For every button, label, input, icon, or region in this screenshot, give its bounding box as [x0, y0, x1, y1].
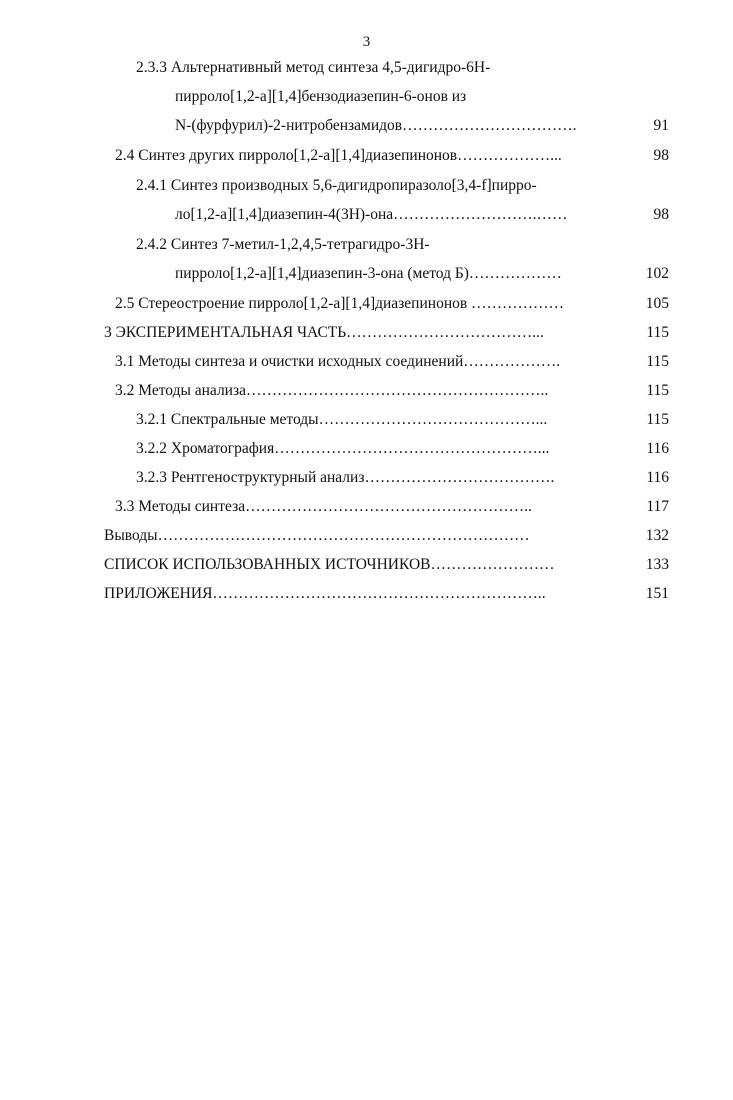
toc-entry-3-2	[115, 381, 669, 401]
toc-page-number: 116	[646, 469, 669, 486]
toc-entry-2-3-3-line-1: 2.3.3 Альтернативный метод синтеза 4,5-дигидро-6Н-	[136, 59, 491, 76]
toc-page-number: 151	[645, 585, 669, 602]
toc-entry-text: пирроло[1,2-а][1,4]диазепин-3-она (метод Б)………………	[175, 265, 562, 282]
toc-page-number: 117	[646, 498, 669, 515]
toc-page-number: 133	[645, 556, 669, 573]
toc-entry-text: 2.4 Синтез других пирроло[1,2-а][1,4]диазепинонов………………...	[115, 147, 562, 164]
toc-entry-2-4-2-line-2	[175, 264, 669, 284]
toc-entry-2-4-1-line-2	[175, 205, 669, 225]
toc-entry-text: 3 ЭКСПЕРИМЕНТАЛЬНАЯ ЧАСТЬ………………………………...	[104, 324, 544, 341]
toc-page-number: 91	[653, 117, 669, 134]
toc-entry-text: Выводы………………………………………………………………	[104, 527, 530, 544]
toc-page-number: 115	[646, 411, 669, 428]
toc-entry-2-3-3-line-3	[175, 116, 669, 136]
toc-entry-text: ПРИЛОЖЕНИЯ………………………………………………………..	[104, 585, 546, 602]
toc-entry-3-2-2	[136, 439, 669, 459]
toc-entry-text: 3.2 Методы анализа…………………………………………………..	[115, 382, 549, 399]
toc-page-number: 115	[646, 324, 669, 341]
toc-entry-text: 3.2.2 Хроматография……………………………………………...	[136, 440, 550, 457]
toc-entry-text: 3.2.3 Рентгеноструктурный анализ……………………………….	[136, 469, 555, 486]
toc-entry-2-4-2-line-1: 2.4.2 Синтез 7-метил-1,2,4,5-тетрагидро-3Н-	[136, 236, 430, 253]
toc-entry-2-5	[115, 294, 669, 314]
toc-page-number: 115	[646, 353, 669, 370]
toc-page-number: 132	[645, 527, 669, 544]
toc-entry-3	[104, 323, 669, 343]
toc-page-number: 115	[646, 382, 669, 399]
toc-entry-text: 3.2.1 Спектральные методы……………………………………...	[136, 411, 548, 428]
toc-entry-text: 2.5 Стереостроение пирроло[1,2-а][1,4]диазепинонов ………………	[115, 295, 565, 312]
toc-entry-text: 3.1 Методы синтеза и очистки исходных соединений……………….	[115, 353, 561, 370]
toc-page-number: 98	[653, 206, 669, 223]
toc-entry-3-3	[115, 497, 669, 517]
toc-entry-references	[104, 555, 669, 575]
toc-entry-3-2-3	[136, 468, 669, 488]
page-number: 3	[362, 34, 371, 50]
toc-entry-2-4	[115, 146, 669, 166]
toc-entry-text: ло[1,2-а][1,4]диазепин-4(3Н)-она……………………….……	[175, 206, 568, 223]
toc-entry-3-1	[115, 352, 669, 372]
toc-entry-text: СПИСОК ИСПОЛЬЗОВАННЫХ ИСТОЧНИКОВ……………………	[104, 556, 555, 573]
toc-entry-appendices	[104, 584, 669, 604]
toc-page-number: 116	[646, 440, 669, 457]
toc-page-number: 105	[645, 295, 669, 312]
toc-entry-text: 3.3 Методы синтеза………………………………………………..	[115, 498, 532, 515]
toc-entry-3-2-1	[136, 410, 669, 430]
toc-page-number: 98	[653, 147, 669, 164]
toc-entry-2-4-1-line-1: 2.4.1 Синтез производных 5,6-дигидропиразоло[3,4-f]пирро-	[136, 177, 537, 194]
toc-page-number: 102	[645, 265, 669, 282]
toc-entry-2-3-3-line-2: пирроло[1,2-а][1,4]бензодиазепин-6-онов из	[175, 88, 467, 105]
toc-entry-conclusions	[104, 526, 669, 546]
toc-entry-text: N-(фурфурил)-2-нитробензамидов…………………………….	[175, 117, 577, 134]
